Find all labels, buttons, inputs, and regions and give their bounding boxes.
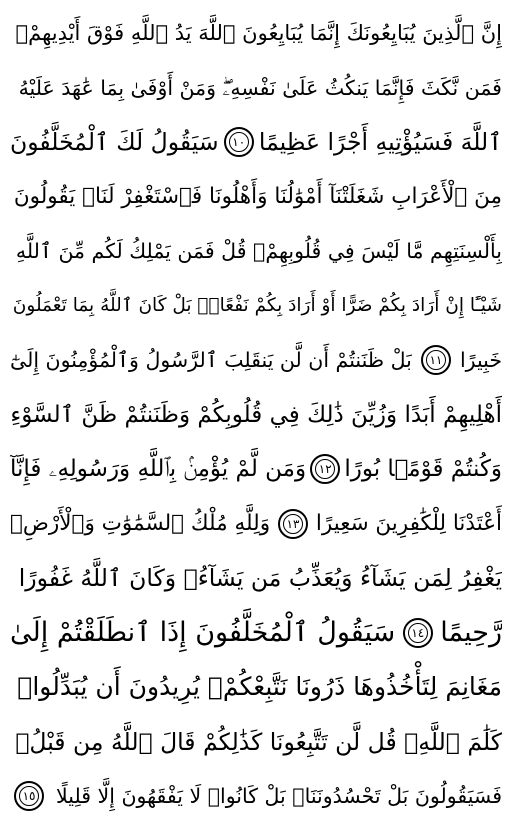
verse-text: سَيَقُولُ ٱلْمُخَلَّفُونَ إِذَا ٱنطَلَقْتُمْ إِلَىٰ bbox=[10, 616, 396, 648]
ayah-number-marker: ١٥ bbox=[14, 781, 44, 811]
text-line bbox=[10, 660, 502, 715]
ayah-number-marker: ١٢ bbox=[310, 454, 340, 484]
verse-text: وَكُنتُمْ قَوْمًۢا بُورًا bbox=[344, 456, 502, 482]
verse-text: مَغَانِمَ لِتَأْخُذُوهَا ذَرُونَا نَتَّبِعْكُمْۖ يُرِيدُونَ أَن يُبَدِّلُوا۟ bbox=[17, 672, 502, 701]
verse-text: مِنَ ٱلْأَعْرَابِ شَغَلَتْنَآ أَمْوَٰلُنَا وَأَهْلُونَا فَٱسْتَغْفِرْ لَنَاۚ يَقُولُونَ bbox=[13, 183, 502, 209]
ayah-number-marker: ١٤ bbox=[403, 618, 433, 648]
text-line bbox=[10, 497, 502, 552]
ayah-number-marker: ١٠ bbox=[224, 127, 254, 157]
verse-text: بِأَلْسِنَتِهِم مَّا لَيْسَ فِي قُلُوبِهِمْۚ قُلْ فَمَن يَمْلِكُ لَكُم مِّنَ ٱللَّهِ bbox=[15, 239, 502, 263]
text-line bbox=[10, 769, 502, 824]
verse-text: بَلْ ظَنَنتُمْ أَن لَّن يَنقَلِبَ ٱلرَّسُولُ وَٱلْمُؤْمِنُونَ إِلَىٰٓ bbox=[10, 348, 412, 372]
text-line bbox=[10, 115, 502, 170]
verse-text: فَسَيَقُولُونَ بَلْ تَحْسُدُونَنَاۚ بَلْ كَانُوا۟ لَا يَفْقَهُونَ إِلَّا قَلِيلًا bbox=[56, 784, 502, 808]
verse-text: سَيَقُولُ لَكَ ٱلْمُخَلَّفُونَ bbox=[10, 128, 219, 156]
verse-text: يَغْفِرُ لِمَن يَشَآءُ وَيُعَذِّبُ مَن يَشَآءُۚ وَكَانَ ٱللَّهُ غَفُورًا bbox=[18, 564, 502, 592]
text-line bbox=[10, 61, 502, 116]
verse-text: خَبِيرًا bbox=[459, 348, 502, 372]
text-line bbox=[10, 333, 502, 388]
verse-text: أَهْلِيهِمْ أَبَدًا وَزُيِّنَ ذَٰلِكَ فِي قُلُوبِكُمْ وَظَنَنتُمْ ظَنَّ ٱلسَّوْءِ bbox=[10, 401, 502, 428]
text-line bbox=[10, 170, 502, 225]
verse-text: أَعْتَدْنَا لِلْكَٰفِرِينَ سَعِيرًا bbox=[315, 510, 502, 536]
text-line bbox=[10, 606, 502, 661]
text-line bbox=[10, 442, 502, 497]
ayah-number-marker: ١١ bbox=[421, 345, 451, 375]
ayah-number-marker: ١٣ bbox=[278, 509, 308, 539]
text-line bbox=[10, 224, 502, 279]
text-line bbox=[10, 6, 502, 61]
verse-text: إِنَّ ٱلَّذِينَ يُبَايِعُونَكَ إِنَّمَا يُبَايِعُونَ ٱللَّهَ يَدُ ٱللَّهِ فَوْقَ أَيْدِيهِمْۚ bbox=[15, 21, 502, 45]
verse-text: وَمَن لَّمْ يُؤْمِنۢ بِٱللَّهِ وَرَسُولِهِۦ فَإِنَّآ bbox=[10, 456, 307, 482]
text-line bbox=[10, 388, 502, 443]
verse-text: شَيْـًٔا إِنْ أَرَادَ بِكُمْ ضَرًّا أَوْ أَرَادَ بِكُمْ نَفْعًاۢۚ بَلْ كَانَ ٱللَّهُ بِمَا تَعْمَلُونَ bbox=[12, 294, 502, 316]
verse-text: ٱللَّهَ فَسَيُؤْتِيهِ أَجْرًا عَظِيمًا bbox=[258, 128, 502, 156]
text-line bbox=[10, 715, 502, 770]
verse-text: رَّحِيمًا bbox=[440, 616, 502, 648]
verse-text: وَلِلَّهِ مُلْكُ ٱلسَّمَٰوَٰتِ وَٱلْأَرْضِۚ bbox=[10, 510, 271, 536]
verse-text: فَمَن نَّكَثَ فَإِنَّمَا يَنكُثُ عَلَىٰ نَفْسِهِۦۖ وَمَنْ أَوْفَىٰ بِمَا عَٰهَدَ عَلَيْهُ bbox=[18, 75, 502, 100]
text-line bbox=[10, 279, 502, 334]
verse-text: كَلَٰمَ ٱللَّهِۚ قُل لَّن تَتَّبِعُونَا كَذَٰلِكُمْ قَالَ ٱللَّهُ مِن قَبْلُۖ bbox=[15, 727, 502, 756]
text-line bbox=[10, 551, 502, 606]
